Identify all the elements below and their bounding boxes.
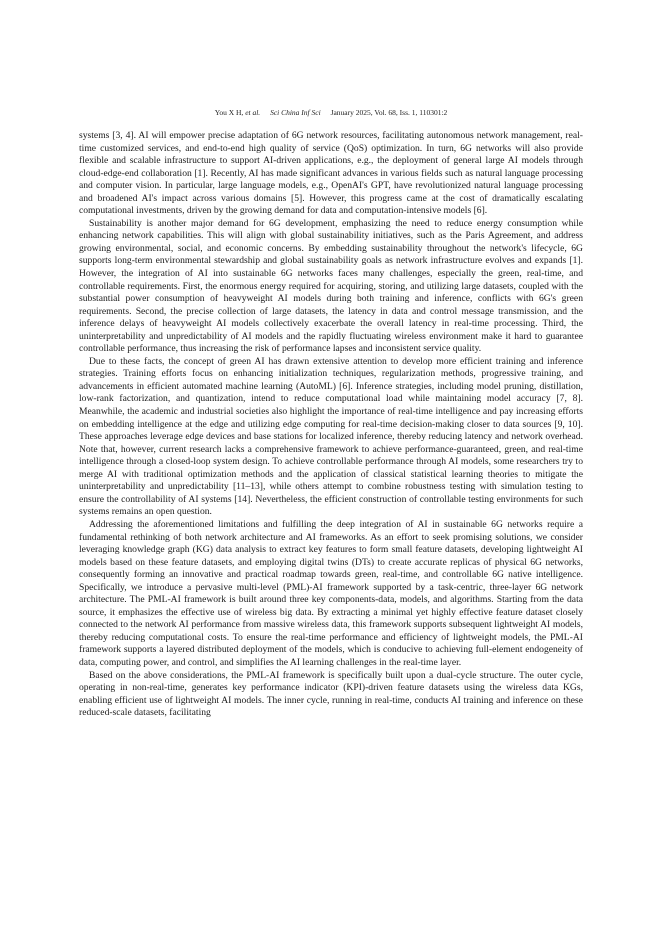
paragraph-4: Addressing the aforementioned limitations and fulfilling the deep integration of AI in sustainable 6G networks require a fundamental rethinking of both network architecture and AI frameworks. As an effort to seek promising solutions, we consider leveraging knowledge graph (KG) data analysis to extract key features to form small feature datasets, developing lightweight AI models based on these feature datasets, and employing digital twins (DTs) to create accurate replicas of physical 6G networks, consequently forming an innovative and practical roadmap towards green, real-time, and controllable 6G native intelligence. Specifically, we introduce a pervasive multi-level (PML)-AI framework supported by a task-centric, three-layer 6G network architecture. The PML-AI framework is built around three key components-data, models, and algorithms. Starting from the data source, it emphasizes the effective use of wireless big data. By extracting a minimal yet highly effective feature dataset closely connected to the network AI performance from massive wireless data, this framework supports subsequent lightweight AI models, thereby reducing computational costs. To ensure the real-time performance and efficiency of lightweight models, the PML-AI framework supports a layered distributed deployment of the models, which is conducive to achieving full-element endogeneity of data, computing power, and control, and simplifies the AI learning challenges in the real-time layer. — [79, 518, 583, 668]
header-issue: January 2025, Vol. 68, Iss. 1, 110301:2 — [330, 108, 448, 117]
paragraph-5: Based on the above considerations, the PML-AI framework is specifically built upon a dual-cycle structure. The outer cycle, operating in non-real-time, generates key performance indicator (KPI)-driven feature datasets using the wireless data KGs, enabling efficient use of lightweight AI models. The inner cycle, running in real-time, conducts AI training and inference on these reduced-scale datasets, facilitating — [79, 669, 583, 719]
paragraph-2: Sustainability is another major demand for 6G development, emphasizing the need to reduce energy consumption while enhancing network capabilities. This will align with global sustainability initiatives, such as the Paris Agreement, and address growing environmental, social, and economic concerns. By embedding sustainability throughout the network's lifecycle, 6G supports long-term environmental stewardship and global sustainability goals as network infrastructure evolves and expands [1]. However, the integration of AI into sustainable 6G networks faces many challenges, especially the green, real-time, and controllable requirements. First, the enormous energy required for acquiring, storing, and utilizing large datasets, coupled with the substantial power consumption of heavyweight AI models during both training and inference, conflicts with 6G's green requirements. Second, the precise collection of large datasets, the latency in data and control message transmission, and the inference delays of heavyweight AI models collectively exacerbate the overall latency in real-time processing. Third, the uninterpretability and unpredictability of AI models and the rapidly fluctuating wireless environment make it hard to guarantee controllable performance, thus increasing the risk of performance lapses and inconsistent service quality. — [79, 217, 583, 355]
body-text — [79, 130, 583, 720]
header-authors: You X H, — [214, 108, 244, 117]
running-header — [0, 108, 662, 117]
paragraph-3: Due to these facts, the concept of green AI has drawn extensive attention to develop more efficient training and inference strategies. Training efforts focus on enhancing initialization techniques, regularization methods, progressive training, and advancements in efficient automated machine learning (AutoML) [6]. Inference strategies, including model pruning, distillation, low-rank factorization, and quantization, intend to reduce computational load while maintaining model accuracy [7, 8]. Meanwhile, the academic and industrial societies also highlight the importance of real-time intelligence and pay increasing efforts on embedding intelligence at the edge and utilizing edge computing for real-time decision-making closer to data sources [9, 10]. These approaches leverage edge devices and base stations for localized inference, thereby reducing latency and network overhead. Note that, however, current research lacks a comprehensive framework to achieve performance-guaranteed, green, and real-time intelligence through a closed-loop system design. To achieve controllable performance through AI models, some researchers try to merge AI with traditional optimization methods and the application of classical statistical learning theories to mitigate the uninterpretability and unpredictability [11–13], while others attempt to combine robustness testing with simulation testing to ensure the controllability of AI systems [14]. Nevertheless, the efficient construction of controllable testing environments for such systems remains an open question. — [79, 355, 583, 518]
paragraph-1: systems [3, 4]. AI will empower precise adaptation of 6G network resources, facilitating autonomous network management, real-time customized services, and end-to-end high quality of service (QoS) optimization. In turn, 6G networks will also provide flexible and scalable infrastructure to support AI-driven applications, e.g., the deployment of general large AI models through cloud-edge-end collaboration [1]. Recently, AI has made significant advances in various fields such as natural language processing and computer vision. In particular, large language models, e.g., OpenAI's GPT, have revolutionized natural language processing and broadened AI's impact across various domains [5]. However, this progress came at the cost of dramatically escalating computational investments, driven by the growing demand for data and computation-intensive models [6]. — [79, 130, 583, 217]
header-journal: Sci China Inf Sci — [270, 108, 321, 117]
header-etal: et al. — [245, 108, 261, 117]
